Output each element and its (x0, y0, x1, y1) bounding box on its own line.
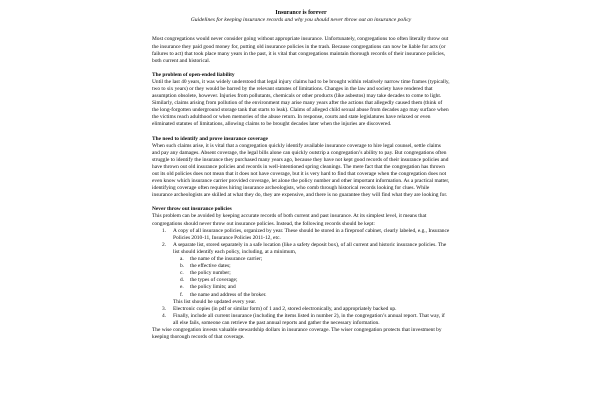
sub-item-a-text: the name of the insurance carrier; (190, 256, 263, 263)
list-item-4 (162, 313, 450, 327)
list-item-3-text: Electronic copies (in pdf or similar form) of 1 and 2, stored electronically, and appropriately backed up. (173, 305, 397, 312)
list-item-4-number: 4. (162, 312, 167, 319)
document-subtitle: Guidelines for keeping insurance records and why you should never throw out an insurance policy (190, 17, 412, 24)
document-title: Insurance is forever (275, 10, 327, 16)
section-heading-open-ended-liability: The problem of open-ended liability (152, 71, 235, 78)
section-heading-identify-coverage: The need to identify and prove insurance coverage (152, 135, 268, 142)
list-item-1-number: 1. (162, 227, 167, 234)
closing-paragraph: The wise congregation invests valuable stewardship dollars in insurance coverage. The wiser congregation protects that investment by keeping thorough records of that coverage. (152, 326, 442, 341)
list-item-3 (162, 306, 450, 313)
list-item-2 (162, 242, 450, 306)
section-heading-never-throw-out: Never throw out insurance policies (152, 206, 232, 213)
sub-item-d-letter: d. (180, 277, 185, 284)
intro-paragraph: Most congregations would never consider going without appropriate insurance. Unfortunately, congregations too often literally throw out the insurance they paid good money for, putting old insurance policies in the trash. Because congregations can now be liable for acts (or failures to act) that took place many years in the past, it is vital that congregations maintain thorough records of their insurance policies, both current and historical. (152, 36, 449, 64)
list-item-4-text: Finally, include all current insurance (including the items listed in number 2), in the congregation’s annual report. That way, if all else fails, someone can retrieve the past annual reports and gather the necessary information. (173, 312, 445, 326)
list-item-2-note: This list should be updated every year. (173, 298, 257, 305)
records-list (162, 228, 450, 327)
sub-item-b-text: the effective dates; (190, 263, 231, 270)
list-item-2-number: 2. (162, 241, 167, 248)
list-item-1 (162, 228, 450, 242)
sub-list-item-d (180, 277, 450, 284)
sub-item-c-text: the policy number; (190, 270, 231, 277)
sub-item-e-text: the policy limits; and (190, 284, 236, 291)
list-item-1-text: A copy of all insurance policies, organized by year. These should be stored in a fireproof cabinet, clearly labeled, e.g., Insurance Policies 2010-11, Insurance Policies 2011-12, etc. (173, 227, 450, 241)
sub-item-d-text: the types of coverage; (190, 277, 238, 284)
policy-details-sublist (180, 256, 450, 299)
list-item-3-number: 3. (162, 305, 167, 312)
list-item-2-body (173, 242, 450, 306)
section-body-open-ended-liability: Until the last 40 years, it was widely understood that legal injury claims had to be brought within relatively narrow time frames (typically, two to six years) or they would be barred by the relevant statutes of limitations. Changes in the law and society have rendered that assumption obsolete, however. Injuries from pollutants, chemicals or other products (like asbestos) may take decades to come to light. Similarly, claims arising from pollution of the environment may arise many years after the actions that allegedly caused them (think of the long-forgotten underground storage tank that starts to leak). Claims of alleged child sexual abuse from decades ago may surface when the victims reach adulthood or when memories of the abuse return. In response, courts and state legislatures have relaxed or even eliminated statutes of limitations, allowing claims to be brought decades later when the injuries are discovered. (152, 78, 450, 128)
section-body-never-throw-out: This problem can be avoided by keeping accurate records of both current and past insurance. At its simplest level, it means that congregations should never throw out insurance policies. Instead, the following records should be kept: (152, 213, 427, 227)
sub-item-c-letter: c. (180, 270, 184, 277)
sub-item-f-text: the name and address of the broker. (190, 291, 267, 298)
document-content (152, 10, 450, 341)
section-body-identify-coverage: When such claims arise, it is vital that a congregation quickly identify available insurance coverage to hire legal counsel, settle claims and pay any damages. Absent coverage, the legal bills alone can quickly outstrip a congregation’s ability to pay. But congregations often struggle to identify the insurance they purchased many years ago, because they have not kept good records of their insurance policies and have thrown out old insurance policies and records in well-intentioned spring cleanings. The mere fact that the congregation has thrown out its old policies does not mean that it does not have coverage, but it is very hard to find that coverage when the congregation does not even know which insurance carrier provided coverage, let alone the policy number and other important information. As a practical matter, identifying coverage often requires hiring insurance archeologists, who comb through historical records looking for clues. While insurance archeologists are skilled at what they do, they are expensive, and there is no guarantee they will find what they are looking for. (152, 142, 450, 199)
sub-list-item-b (180, 263, 450, 270)
sub-item-f-letter: f. (180, 291, 184, 298)
sub-item-b-letter: b. (180, 263, 185, 270)
sub-list-item-e (180, 284, 450, 291)
sub-item-e-letter: e. (180, 284, 184, 291)
list-item-2-text: A separate list, stored separately in a safe location (like a safety deposit box), of all current and historic insurance policies. The list should identify each policy, including, at a minimum, (173, 241, 447, 255)
sub-list-item-f (180, 292, 450, 299)
sub-item-a-letter: a. (180, 256, 184, 263)
